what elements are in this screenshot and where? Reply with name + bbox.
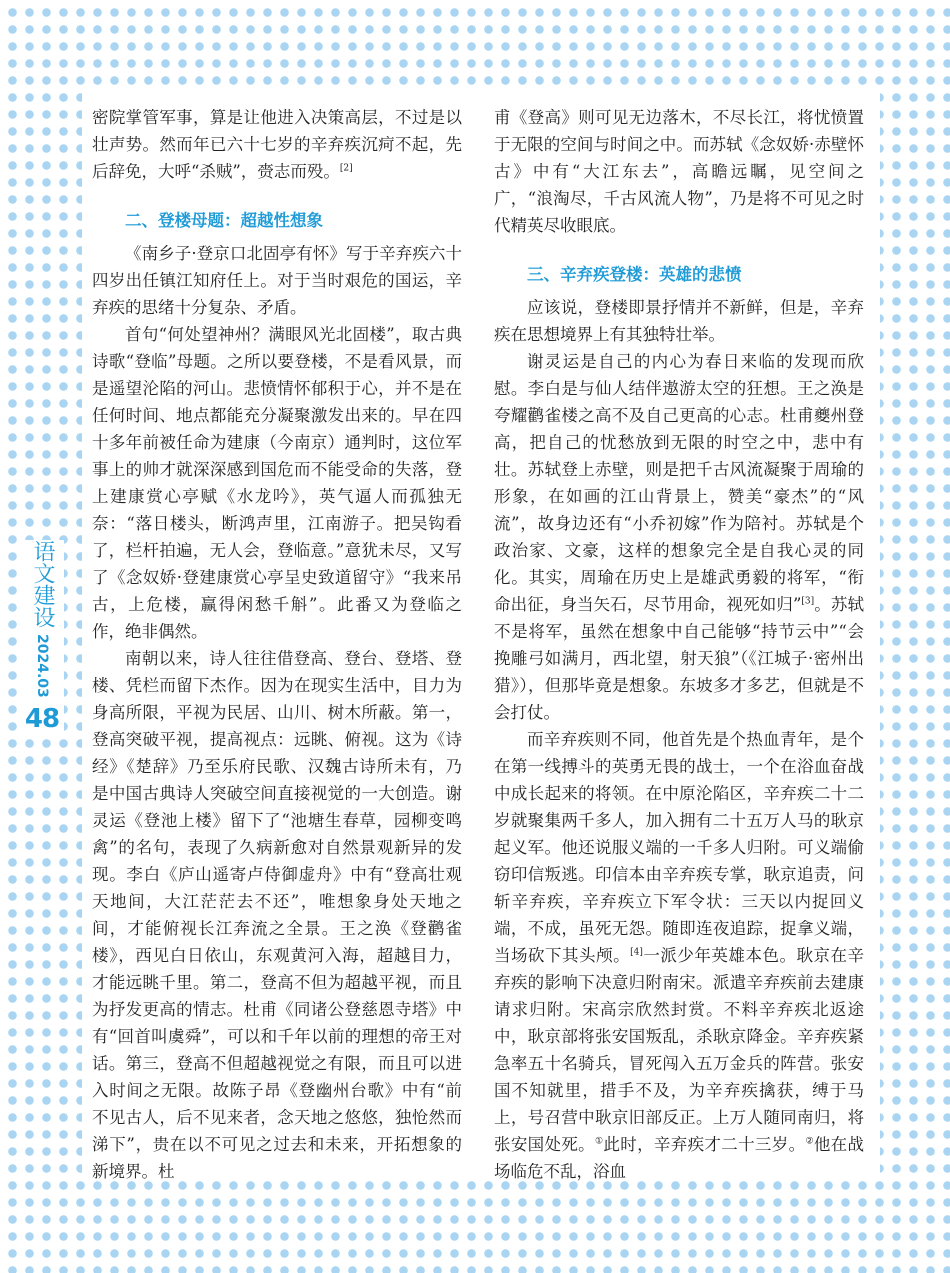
article-sheet — [82, 90, 880, 1181]
citation: [4] — [630, 947, 643, 958]
paragraph — [494, 726, 864, 1185]
paragraph: 应该说，登楼即景抒情并不新鲜，但是，辛弃疾在思想境界上有其独特壮举。 — [494, 298, 864, 344]
paragraph-text: 而辛弃疾则不同，他首先是个热血青年，是个在第一线搏斗的英勇无畏的战士，一个在浴血奋战中成长起来的将领。在中原沦陷区，辛弃疾二十二岁就聚集两千多人，加入拥有二十五万人马的耿京起义军。他还说服义端的一千多人归附。可义端偷窃印信叛逃。印信本由辛弃疾专掌，耿京追责，问斩辛弃疾，辛弃疾立下军令状：三天以内捉回义端，不成，虽死无怨。随即连夜追踪，捉拿义端，当场砍下其头颅。 — [494, 730, 864, 965]
paragraph-text: 一派少年英雄本色。耿京在辛弃疾的影响下决意归附南宋。派遣辛弃疾前去建康请求归附。宋高宗欣然封赏。不料辛弃疾北返途中，耿京部将张安国叛乱，杀耿京降金。辛弃疾紧急率五十名骑兵，冒死闯入五万金兵的阵营。张安国不知就里，措手不及，为辛弃疾擒获，缚于马上，号召营中耿京旧部反正。上万人随同南归，将张安国处死。 — [494, 946, 865, 1154]
footnote-marker: ① — [595, 1136, 604, 1147]
issue-number: 2024.03 — [34, 634, 50, 698]
paragraph — [92, 104, 462, 185]
paragraph-text: 。苏轼不是将军，虽然在想象中自己能够“持节云中”“会挽雕弓如满月，西北望，射天狼”（《江城子·密州出猎》），但那毕竟是想象。东坡多才多艺，但就是不会打仗。 — [494, 595, 865, 722]
right-column — [494, 104, 864, 1185]
paragraph: 甫《登高》则可见无边落木，不尽长江，将忧愤置于无限的空间与时间之中。而苏轼《念奴娇·赤壁怀古》中有“大江东去”，高瞻远瞩，见空间之广，“浪淘尽，千古风流人物”，乃是将不可见之时代精英尽收眼底。 — [494, 108, 864, 235]
citation: [3] — [801, 596, 815, 607]
paragraph-text: 他在战场临危不乱，浴血 — [494, 1135, 865, 1181]
paragraph — [494, 348, 864, 726]
magazine-title: 语文建设 — [30, 540, 55, 628]
paragraph: 南朝以来，诗人往往借登高、登台、登塔、登楼、凭栏而留下杰作。因为在现实生活中，目力为身高所限，平视为民居、山川、树木所蔽。第一，登高突破平视，提高视点：远眺、俯视。这为《诗经》《楚辞》乃至乐府民歌、汉魏古诗所未有，乃是中国古典诗人突破空间直接视觉的一大创造。谢灵运《登池上楼》留下了“池塘生春草，园柳变鸣禽”的名句，表现了久病新愈对自然景观新异的发现。李白《庐山遥寄卢侍御虚舟》中有“登高壮观天地间，大江茫茫去不还”，唯想象身处天地之间，才能俯视长江奔流之全景。王之涣《登鹳雀楼》，西见白日依山，东观黄河入海，超越目力，才能远眺千里。第二，登高不但为超越平视，而且为抒发更高的情志。杜甫《同诸公登慈恩寺塔》中有“回首叫虞舜”，可以和千年以前的理想的帝王对话。第三，登高不但超越视觉之有限，而且可以进入时间之无限。故陈子昂《登幽州台歌》中有“前不见古人，后不见来者，念天地之悠悠，独怆然而涕下”，贵在以不可见之过去和未来，开拓想象的新境界。杜 — [92, 649, 462, 1181]
left-column — [92, 104, 462, 1185]
page-number: 48 — [24, 703, 60, 734]
paragraph: 《南乡子·登京口北固亭有怀》写于辛弃疾六十四岁出任镇江知府任上。对于当时艰危的国运，辛弃疾的思绪十分复杂、矛盾。 — [92, 244, 462, 317]
paragraph-text: 密院掌管军事，算是让他进入决策高层，不过是以壮声势。然而年已六十七岁的辛弃疾沉疴不起，先后辞免，大呼“杀贼”，赍志而殁。 — [92, 108, 462, 181]
citation: [2] — [339, 163, 353, 174]
paragraph: 首句“何处望神州？满眼风光北固楼”，取古典诗歌“登临”母题。之所以要登楼，不是看风景，而是遥望沦陷的河山。悲愤情怀郁积于心，并不是在任何时间、地点都能充分凝聚激发出来的。早在四十多年前被任命为建康（今南京）通判时，这位军事上的帅才就深深感到国危而不能受命的失落，登上建康赏心亭赋《水龙吟》，英气逼人而孤独无奈：“落日楼头，断鸿声里，江南游子。把吴钩看了，栏杆拍遍，无人会，登临意。”意犹未尽，又写了《念奴娇·登建康赏心亭呈史致道留守》“我来吊古，上危楼，赢得闲愁千斛”。此番又为登临之作，绝非偶然。 — [92, 325, 462, 641]
paragraph-text: 谢灵运是自己的内心为春日来临的发现而欣慰。李白是与仙人结伴遨游太空的狂想。王之涣是夸耀鹳雀楼之高不及自己更高的心志。杜甫夔州登高，把自己的忧愁放到无限的时空之中，悲中有壮。苏轼登上赤壁，则是把千古风流凝聚于周瑜的形象，在如画的江山背景上，赞美“豪杰”的“风流”，故身边还有“小乔初嫁”作为陪衬。苏轼是个政治家、文豪，这样的想象完全是自我心灵的同化。其实，周瑜在历史上是雄武勇毅的将军，“衔命出征，身当矢石，尽节用命，视死如归” — [494, 352, 864, 614]
footnote-marker: ② — [805, 1136, 814, 1147]
section-heading: 三、辛弃疾登楼：英雄的悲愤 — [527, 265, 742, 284]
paragraph-text: 此时，辛弃疾才二十三岁。 — [603, 1135, 806, 1154]
section-heading: 二、登楼母题：超越性想象 — [125, 211, 323, 230]
page-sidebar — [20, 540, 64, 734]
